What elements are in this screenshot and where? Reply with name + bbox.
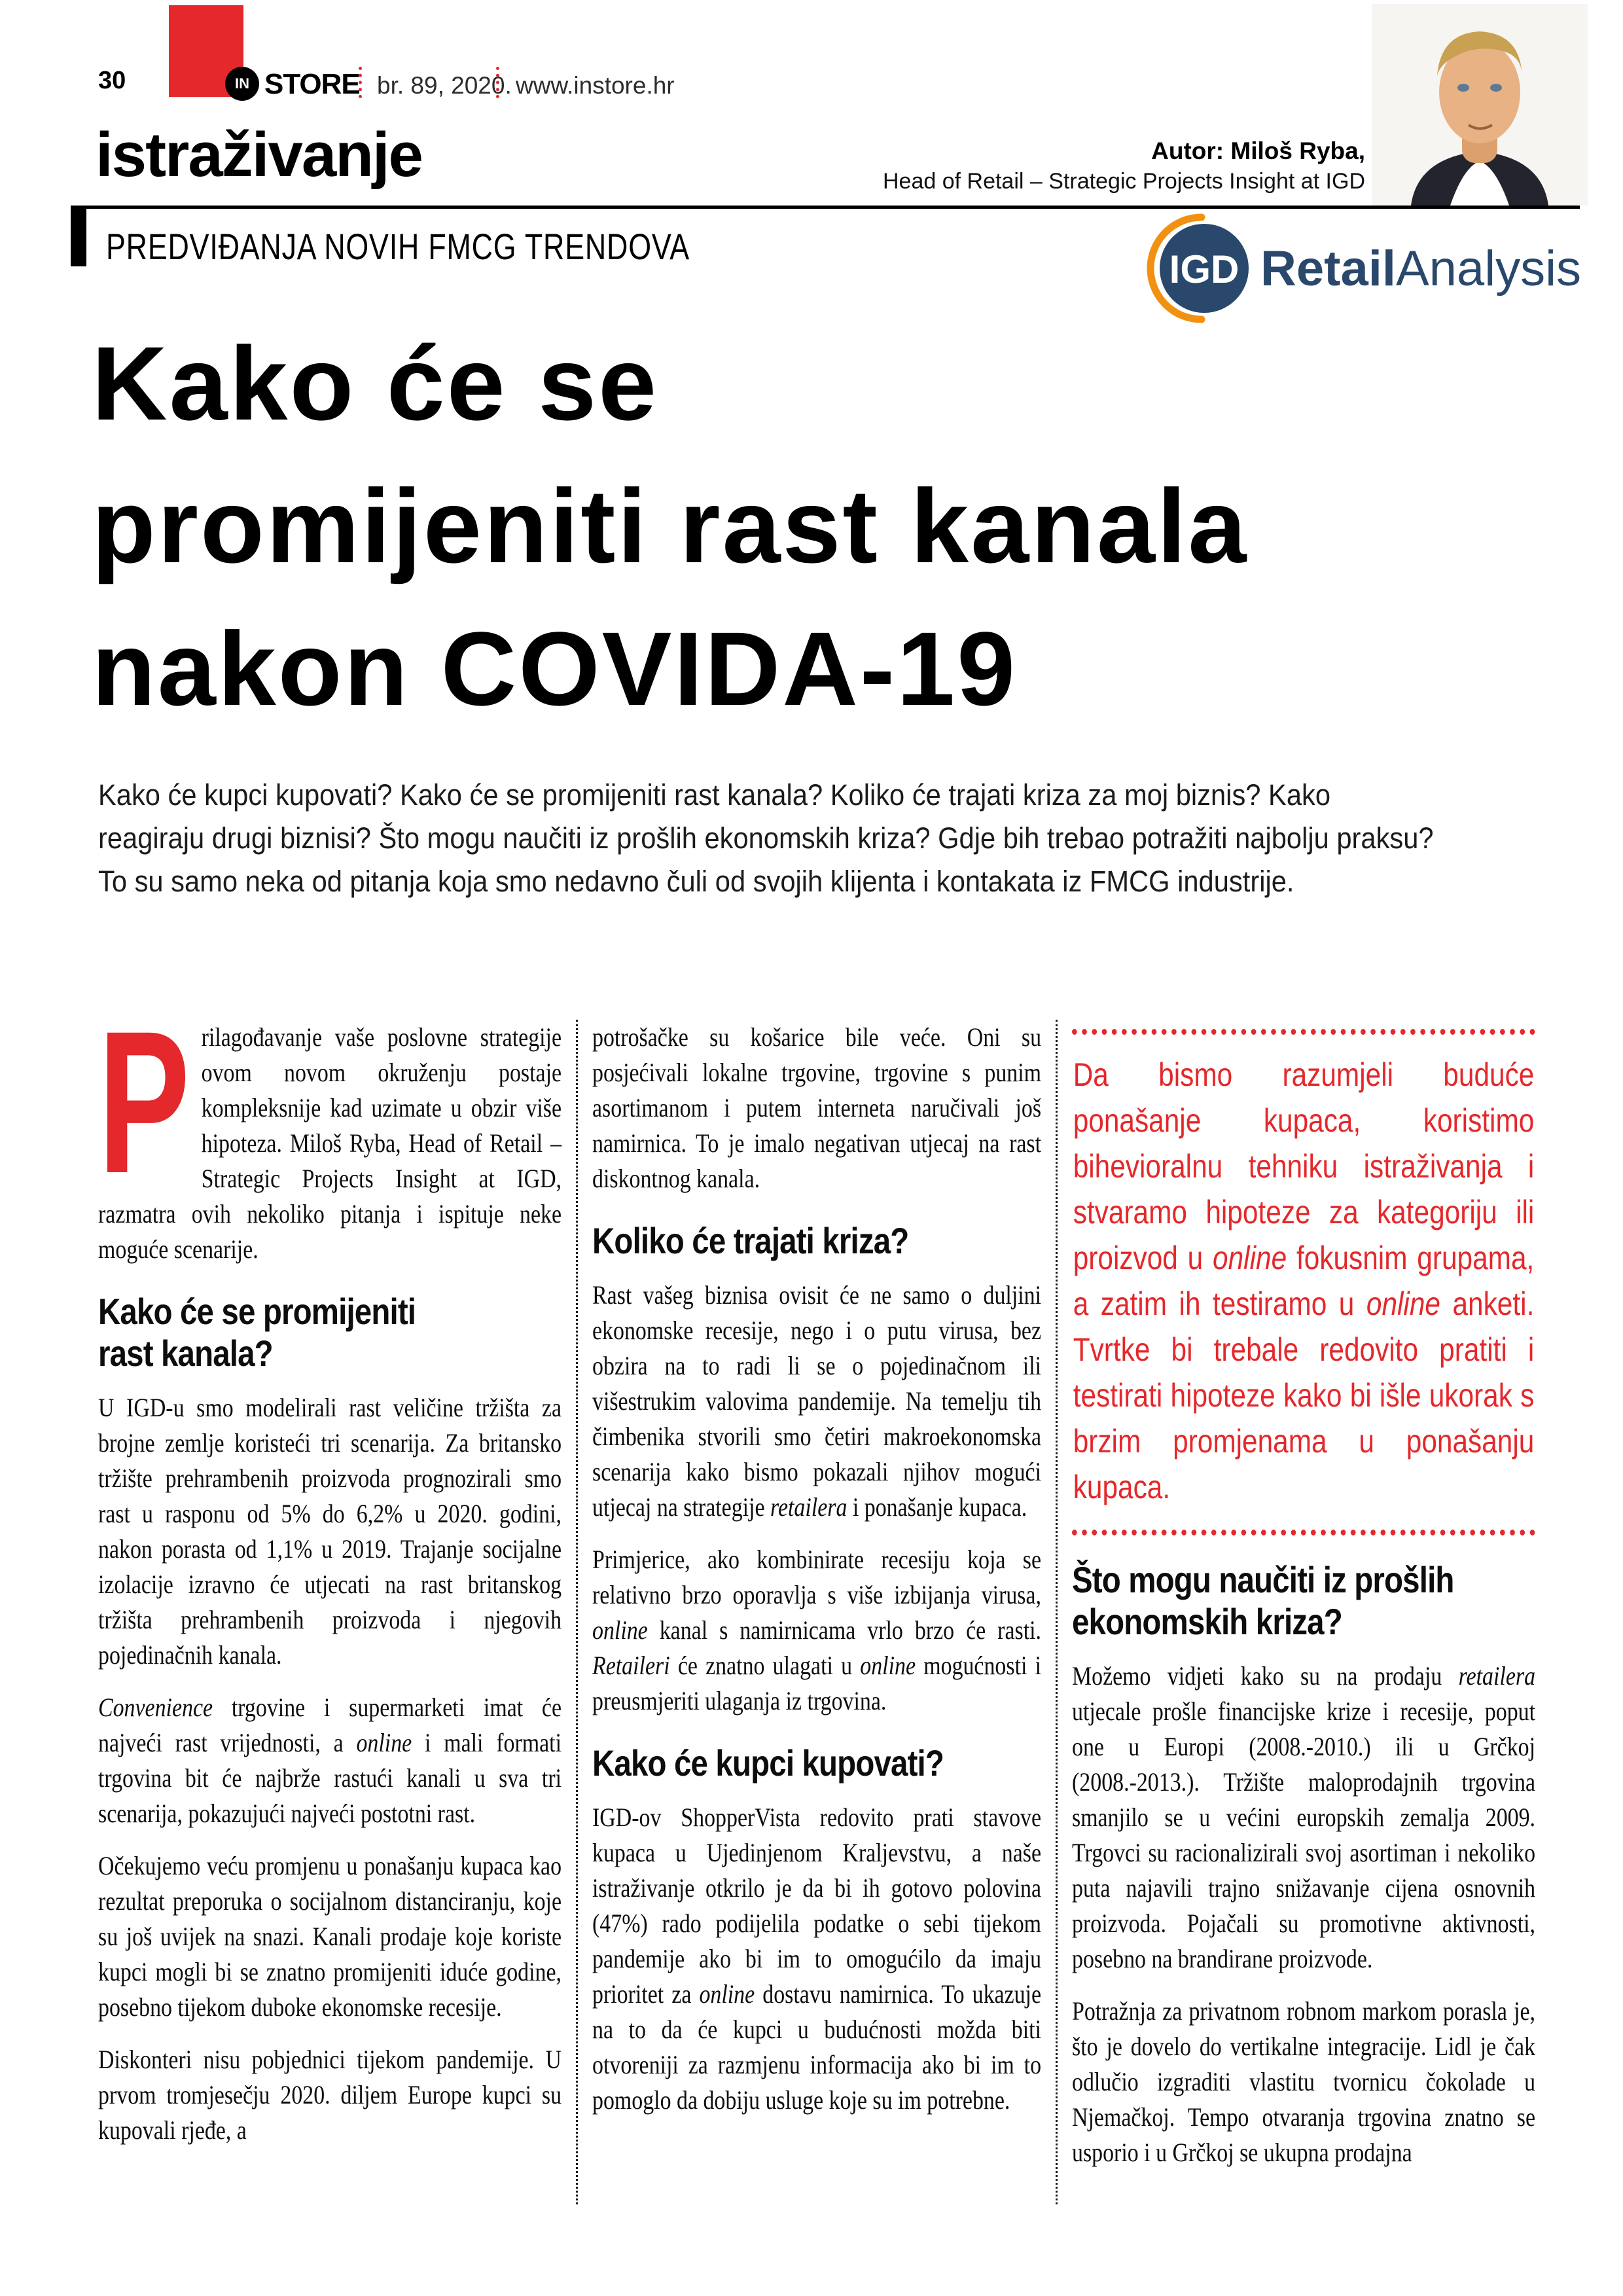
paragraph: Prilagođavanje vaše poslovne strategije ovom novom okruženju postaje kompleksnije kad uzimate u obzir više hipoteza. Miloš Ryba, Head of Retail – Strategic Projects Insight at IGD, razmatra ovih nekoliko pitanja i ispituje neke moguće scenarije.	[98, 1020, 562, 1264]
column-1	[98, 1020, 576, 2204]
header-dotted-divider	[359, 67, 362, 98]
author-name: Autor: Miloš Ryba,	[1151, 137, 1365, 164]
article-title-line: promijeniti rast kanala	[92, 467, 1249, 584]
paragraph: IGD-ov ShopperVista redovito prati stavove kupaca u Ujedinjenom Kraljevstvu, a naše istraživanje otkrilo je da bi ih gotovo polovina (47%) rado podijelila podatke o sebi tijekom pandemije ako bi im to omogućilo da imaju prioritet za online dostavu namirnica. To ukazuje na to da će kupci u budućnosti možda biti otvoreniji za razmjenu informacija ako bi im to pomoglo da dobiju usluge koje su im potrebne.	[592, 1803, 1042, 2115]
paragraph: Rast vašeg biznisa ovisit će ne samo o duljini ekonomske recesije, nego i o putu virusa, bez obzira na to radi li se o pojedinačnom ili višestrukim valovima pandemije. Na temelju tih čimbenika stvorili smo četiri makroekonomska scenarija kako bismo pokazali njihov mogući utjecaj na strategije retailera i ponašanje kupaca.	[592, 1280, 1042, 1522]
paragraph: Očekujemo veću promjenu u ponašanju kupaca kao rezultat preporuka o socijalnom distanciranju, koje su još uvijek na snazi. Kanali prodaje koje koriste kupci mogli bi se znatno promijeniti iduće godine, posebno tijekom duboke ekonomske recesije.	[98, 1851, 562, 2022]
svg-text:RetailAnalysis	[1260, 241, 1581, 296]
paragraph: potrošačke su košarice bile veće. Oni su posjećivali lokalne trgovine, trgovine s punim asortimanom i putem interneta naručivali još namirnica. To je imalo negativan utjecaj na rast diskontnog kanala.	[592, 1022, 1042, 1193]
page-number: 30	[98, 67, 126, 94]
instore-in-circle-icon: IN	[225, 67, 259, 101]
igd-circle-text: IGD	[1169, 247, 1240, 291]
kicker: PREDVIĐANJA NOVIH FMCG TRENDOVA	[106, 226, 690, 267]
issue-label: br. 89, 2020.	[377, 72, 512, 99]
paragraph: Diskonteri nisu pobjednici tijekom pandemije. U prvom tromjesečju 2020. diljem Europe kupci su kupovali rjeđe, a	[98, 2045, 562, 2145]
igd-retail-analysis-logo	[1144, 213, 1596, 323]
paragraph: Potražnja za privatnom robnom markom porasla je, što je dovelo do vertikalne integracije. Lidl je čak odlučio izgraditi vlastitu tvornicu čokolade u Njemačkoj. Tempo otvaranja trgovina znatno se usporio i u Grčkoj se ukupna prodajna	[1072, 1996, 1535, 2167]
paragraph: U IGD-u smo modelirali rast veličine tržišta za brojne zemlje koristeći tri scenarija. Za britansko tržište prehrambenih proizvoda prognozirali smo rast u rasponu od 5% do 6,2% u 2020. godini, nakon porasta od 1,1% u 2019. Trajanje socijalne izolacije izravno će utjecati na rast britanskog tržišta prehrambenih proizvoda i njegovih pojedinačnih kanala.	[98, 1393, 562, 1670]
article-title-line: Kako će se	[92, 325, 659, 442]
logo-retail-text: Retail	[1260, 241, 1396, 296]
article-title	[92, 312, 1248, 740]
article-title-line: nakon COVIDA-19	[92, 610, 1018, 727]
author-photo	[1372, 4, 1588, 206]
drop-cap: P	[98, 1020, 190, 1215]
header-dotted-divider	[496, 67, 499, 98]
column-2	[576, 1020, 1056, 2204]
kicker-bar	[71, 209, 86, 266]
logo-analysis-text: Analysis	[1395, 241, 1581, 296]
column-3	[1056, 1020, 1535, 2204]
subheading-koliko-kriza: Koliko će trajati kriza?	[592, 1220, 909, 1261]
paragraph: Primjerice, ako kombinirate recesiju koja se relativno brzo oporavlja s više izbijanja virusa, online kanal s namirnicama vrlo brzo će rasti. Retaileri će znatno ulagati u online mogućnosti i preusmjeriti ulaganja iz trgovina.	[592, 1545, 1042, 1715]
subheading-proslih-kriza: Što mogu naučiti iz prošlih ekonomskih kriza?	[1072, 1559, 1454, 1642]
website-link[interactable]: www.instore.hr	[516, 72, 675, 99]
article-columns	[98, 1020, 1535, 2204]
section-title: istraživanje	[96, 120, 422, 190]
paragraph: Možemo vidjeti kako su na prodaju retailera utjecale prošle financijske krize i recesije, poput one u Europi (2008.-2010.) ili u Grčkoj (2008.-2013.). Tržište maloprodajnih trgovina smanjilo se u većini europskih zemalja 2009. Trgovci su racionalizirali svoj asortiman i nekoliko puta najavili trajno snižavanje cijena osnovnih proizvoda. Pojačali su promotivne aktivnosti, posebno na brandirane proizvode.	[1072, 1661, 1535, 1973]
header-rule	[71, 206, 1580, 209]
paragraph: Convenience trgovine i supermarketi imat će najveći rast vrijednosti, a online i mali formati trgovina bit će najbrže rastući kanali u sva tri scenarija, pokazujući najveći postotni rast.	[98, 1693, 562, 1828]
instore-logo-text: STORE	[264, 68, 360, 100]
subheading-kako-kupci: Kako će kupci kupovati?	[592, 1742, 944, 1784]
subheading-rast-kanala: Kako će se promijeniti rast kanala?	[98, 1291, 416, 1374]
author-role: Head of Retail – Strategic Projects Insight at IGD	[882, 169, 1365, 194]
pull-quote: Da bismo razumjeli buduće ponašanje kupaca, koristimo bihevioralnu tehniku istraživanja i stvaramo hipoteze za kategoriju ili proizvod u online fokusnim grupama, a zatim ih testiramo u online anketi. Tvrtke bi trebale redovito pratiti i testirati hipoteze kako bi išle ukorak s brzim promjenama u ponašanju kupaca.	[1072, 1029, 1535, 1535]
standfirst: Kako će kupci kupovati? Kako će se promijeniti rast kanala? Koliko će trajati kriza za moj biznis? Kako reagiraju drugi biznisi? Što mogu naučiti iz prošlih ekonomskih kriza? Gdje bih trebao potražiti najbolju praksu? To su samo neka od pitanja koja smo nedavno čuli od svojih klijenta i kontakata iz FMCG industrije.	[98, 778, 1434, 898]
